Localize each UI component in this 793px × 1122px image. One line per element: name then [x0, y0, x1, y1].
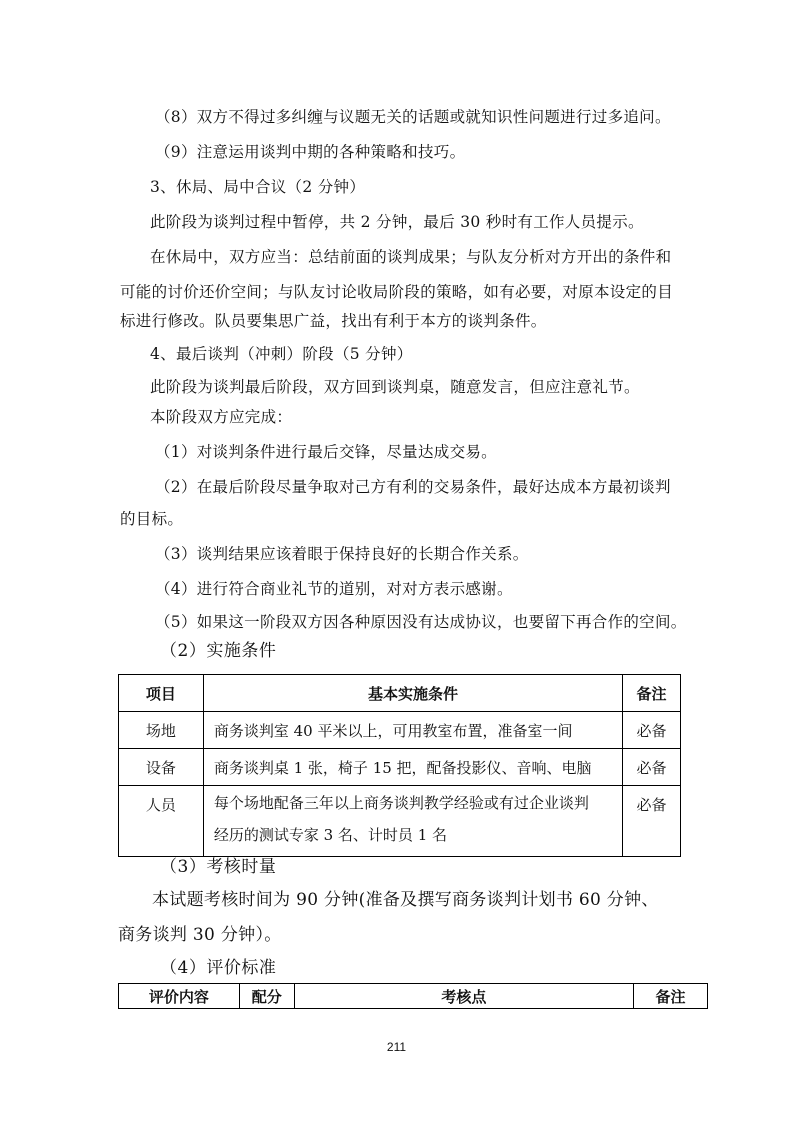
paragraph: （2）在最后阶段尽量争取对己方有利的交易条件，最好达成本方最初谈判 [155, 478, 671, 496]
table-header: 评价内容 [119, 984, 240, 1009]
table-row [119, 786, 681, 857]
table-cell-line: 经历的测试专家 3 名、计时员 1 名 [213, 826, 448, 844]
paragraph: 标进行修改。队员要集思广益，找出有利于本方的谈判条件。 [120, 312, 547, 330]
section-title: （4）评价标准 [160, 958, 277, 978]
paragraph-heading: 3、休局、局中合议（2 分钟） [150, 178, 366, 196]
paragraph: （4）进行符合商业礼节的道别，对对方表示感谢。 [155, 580, 513, 598]
paragraph: 此阶段为谈判过程中暂停，共 2 分钟，最后 30 秒时有工作人员提示。 [150, 213, 644, 231]
table-cell: 必备 [623, 786, 681, 857]
table-row [119, 712, 681, 749]
table-header: 基本实施条件 [203, 675, 622, 712]
table-row [119, 749, 681, 786]
paragraph: （1）对谈判条件进行最后交锋，尽量达成交易。 [155, 443, 497, 461]
paragraph: 本试题考核时间为 90 分钟(准备及撰写商务谈判计划书 60 分钟、 [152, 890, 659, 910]
table-cell: 商务谈判室 40 平米以上，可用教室布置，准备室一间 [203, 712, 622, 749]
table-cell: 必备 [623, 712, 681, 749]
table-cell-line: 每个场地配备三年以上商务谈判教学经验或有过企业谈判 [213, 794, 589, 812]
paragraph: 此阶段为谈判最后阶段，双方回到谈判桌，随意发言，但应注意礼节。 [150, 378, 640, 396]
table-cell: 场地 [119, 712, 204, 749]
table-header-row [119, 984, 708, 1009]
table-header: 项目 [119, 675, 204, 712]
table-header: 备注 [623, 675, 681, 712]
table-cell-multiline [203, 786, 622, 857]
table-header-row [119, 675, 681, 712]
evaluation-criteria-table [118, 983, 708, 1009]
section-title: （3）考核时量 [160, 857, 277, 877]
table-header: 配分 [239, 984, 294, 1009]
paragraph: 可能的讨价还价空间；与队友讨论收局阶段的策略，如有必要，对原本设定的目 [120, 283, 674, 301]
table-header: 备注 [634, 984, 708, 1009]
table-cell: 人员 [119, 786, 204, 857]
page-number: 211 [386, 1040, 407, 1054]
paragraph-heading: 4、最后谈判（冲刺）阶段（5 分钟） [150, 345, 413, 363]
section-title: （2）实施条件 [160, 641, 277, 661]
paragraph: （8）双方不得过多纠缠与议题无关的话题或就知识性问题进行过多追问。 [155, 108, 671, 126]
paragraph: （5）如果这一阶段双方因各种原因没有达成协议，也要留下再合作的空间。 [155, 613, 687, 631]
implementation-conditions-table [118, 674, 681, 857]
table-header: 考核点 [294, 984, 633, 1009]
paragraph: （3）谈判结果应该着眼于保持良好的长期合作关系。 [155, 545, 529, 563]
table-cell: 必备 [623, 749, 681, 786]
table-cell: 设备 [119, 749, 204, 786]
paragraph: 商务谈判 30 分钟）。 [118, 925, 282, 945]
paragraph: 的目标。 [120, 510, 184, 528]
paragraph: （9）注意运用谈判中期的各种策略和技巧。 [155, 143, 466, 161]
table-cell: 商务谈判桌 1 张，椅子 15 把，配备投影仪、音响、电脑 [203, 749, 622, 786]
paragraph: 在休局中，双方应当：总结前面的谈判成果；与队友分析对方开出的条件和 [150, 248, 672, 266]
paragraph: 本阶段双方应完成： [150, 408, 293, 426]
